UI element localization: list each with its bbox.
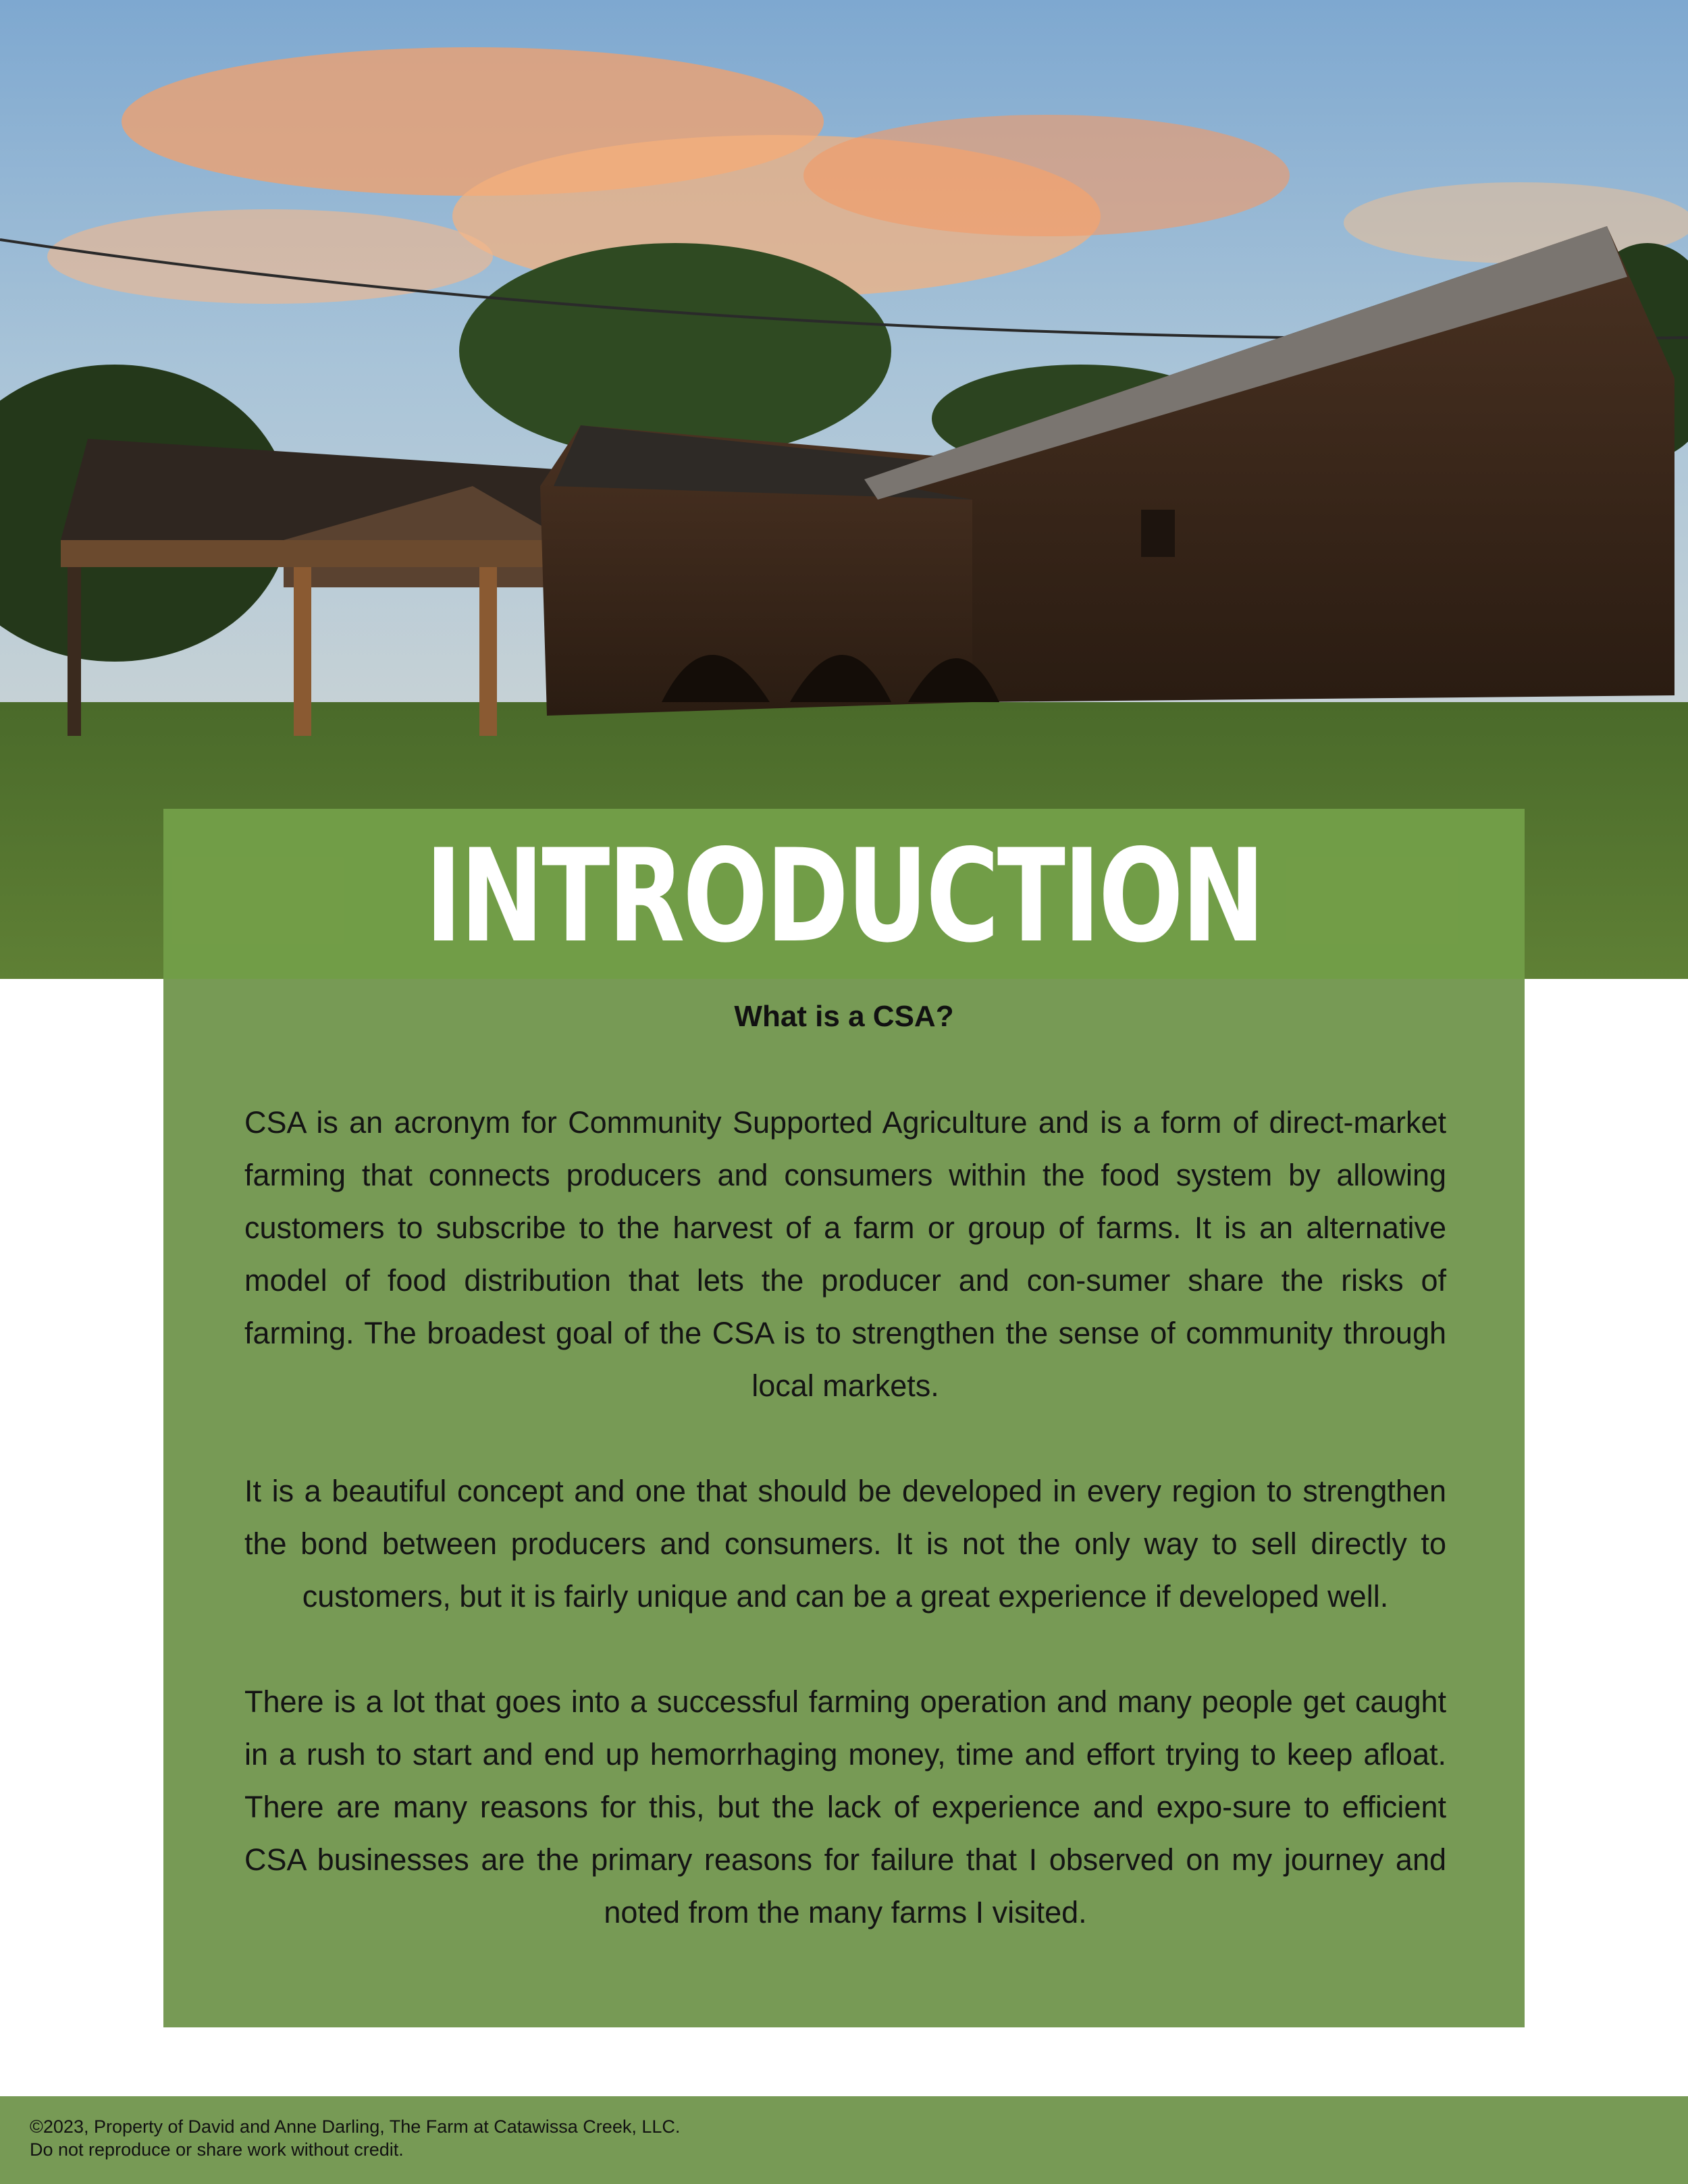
paragraph-3: There is a lot that goes into a successful farming operation and many people get caught in a rush to start and end up hemorrhaging money, time and effort trying to keep afloat. There are many reasons for this, but the lack of experience and expo-sure to efficient CSA businesses are the primary reasons for failure that I observed on my journey and noted from the many farms I visited. (244, 1684, 1446, 1929)
footer (0, 2096, 1688, 2184)
body-text (244, 1096, 1446, 1992)
paragraph-2: It is a beautiful concept and one that should be developed in every region to strengthen the bond between producers and consumers. It is not the only way to sell directly to customers, but it is fairly unique and can be a great experience if developed well. (244, 1474, 1446, 1614)
copyright-notice (30, 2115, 680, 2161)
section-subtitle: What is a CSA? (734, 1000, 954, 1033)
page-title: INTRODUCTION (425, 822, 1263, 971)
credit-line: Do not reproduce or share work without credit. (30, 2139, 404, 2160)
paragraph-1: CSA is an acronym for Community Supported Agriculture and is a form of direct-market farming that connects producers and consumers within the food system by allowing customers to subscribe to the harvest of a farm or group of farms. It is an alternative model of food distribution that lets the producer and con-sumer share the risks of farming. The broadest goal of the CSA is to strengthen the sense of community through local markets. (244, 1105, 1446, 1403)
copyright-line: ©2023, Property of David and Anne Darling, The Farm at Catawissa Creek, LLC. (30, 2116, 681, 2137)
